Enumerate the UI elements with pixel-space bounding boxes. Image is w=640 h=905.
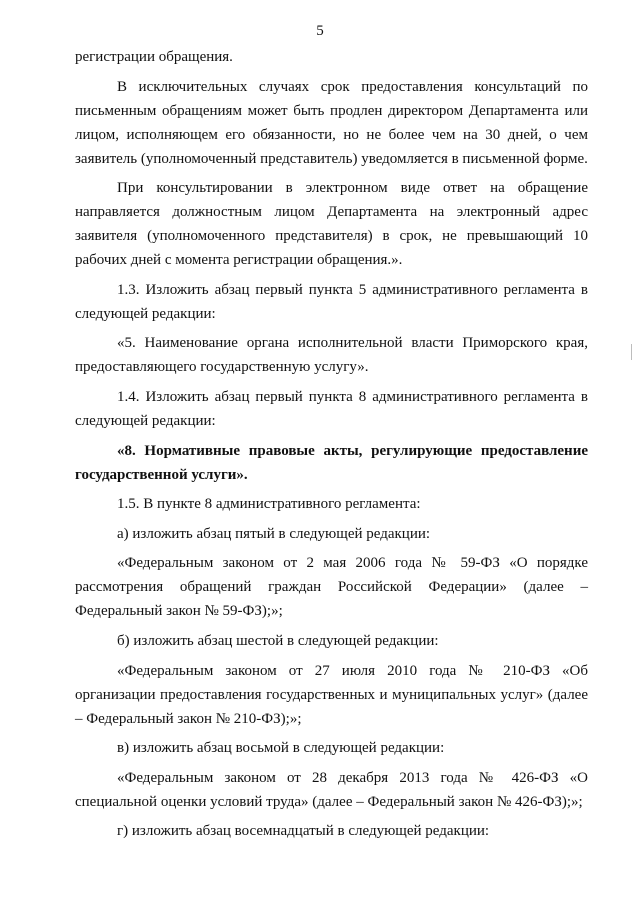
paragraph-subitem-g: г) изложить абзац восемнадцатый в следующей редакции: [117,823,490,840]
scan-artifact-mark [631,344,632,360]
document-body [75,45,588,849]
paragraph-item-1-3: 1.3. Изложить абзац первый пункта 5 административного регламента в следующей редакции: [75,281,588,322]
paragraph-subitem-a: а) изложить абзац пятый в следующей редакции: [117,525,431,542]
paragraph-quote-item-8-heading: «8. Нормативные правовые акты, регулирующие предоставление государственной услуги». [75,442,588,483]
paragraph-quote-law-426: «Федеральным законом от 28 декабря 2013 года № 426-ФЗ «О специальной оценки условий труда» (далее – Федеральный закон № 426-ФЗ);»; [75,769,588,810]
paragraph-subitem-v: в) изложить абзац восьмой в следующей редакции: [117,740,445,757]
page-number: 5 [316,23,324,39]
paragraph-continuation: регистрации обращения. [75,49,233,65]
paragraph-item-1-5: 1.5. В пункте 8 административного регламента: [117,496,421,513]
paragraph-electronic-consulting: При консультировании в электронном виде ответ на обращение направляется должностным лицом Департамента на электронный адрес заявителя (уполномоченного представителя) в срок, не превышающий 10 рабочих дней с момента регистрации обращения.». [75,180,588,269]
paragraph-quote-law-59: «Федеральным законом от 2 мая 2006 года № 59-ФЗ «О порядке рассмотрения обращений граждан Российской Федерации» (далее – Федеральный закон № 59-ФЗ);»; [75,555,588,620]
paragraph-subitem-b: б) изложить абзац шестой в следующей редакции: [117,632,439,649]
paragraph-quote-item-5: «5. Наименование органа исполнительной власти Приморского края, предоставляющего государственную услугу». [75,335,588,376]
paragraph-item-1-4: 1.4. Изложить абзац первый пункта 8 административного регламента в следующей редакции: [75,388,588,429]
paragraph-extension-term: В исключительных случаях срок предоставления консультаций по письменным обращениям может быть продлен директором Департамента или лицом, исполняющем его обязанности, но не более чем на 30 дней, о чем заявитель (уполномоченный представитель) уведомляется в письменной форме. [75,78,588,167]
paragraph-quote-law-210: «Федеральным законом от 27 июля 2010 года № 210-ФЗ «Об организации предоставления государственных и муниципальных услуг» (далее – Федеральный закон № 210-ФЗ);»; [75,662,588,727]
